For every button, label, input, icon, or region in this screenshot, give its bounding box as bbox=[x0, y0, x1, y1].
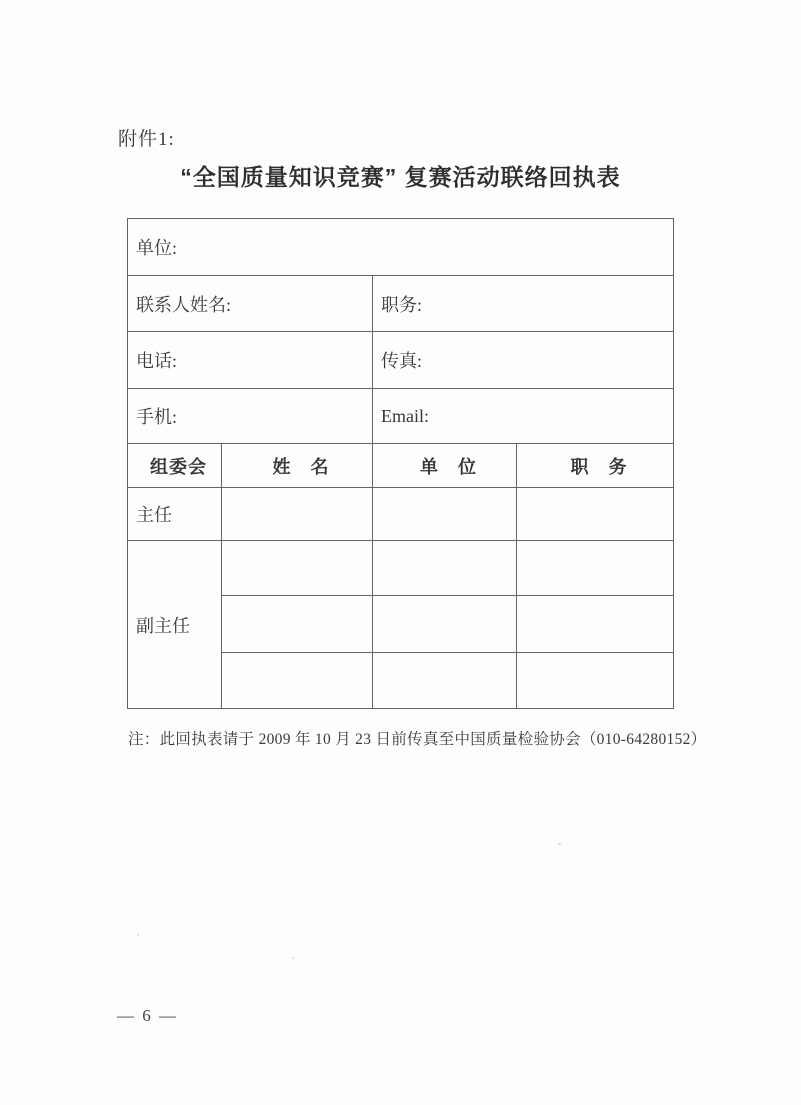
deputy2-position-cell bbox=[517, 596, 674, 653]
document-title: “全国质量知识竞赛” 复赛活动联络回执表 bbox=[180, 164, 621, 190]
position-field-label: 职务: bbox=[373, 276, 674, 332]
deputy1-position-cell bbox=[517, 541, 674, 596]
director-position-cell bbox=[517, 488, 674, 541]
mobile-field-label: 手机: bbox=[128, 389, 373, 444]
fax-deadline-note: 注：此回执表请于 2009 年 10 月 23 日前传真至中国质量检验协会（010-64280152） bbox=[128, 731, 707, 748]
header-committee: 组委会 bbox=[128, 444, 222, 488]
attachment-label: 附件1: bbox=[118, 129, 175, 150]
director-row-label: 主任 bbox=[128, 488, 222, 541]
deputy2-unit-cell bbox=[373, 596, 517, 653]
deputy-director-row-label: 副主任 bbox=[128, 541, 222, 709]
fax-field-label: 传真: bbox=[373, 332, 674, 389]
email-field-label: Email: bbox=[373, 389, 674, 444]
scan-artifact-speck bbox=[292, 957, 294, 959]
header-position: 职 务 bbox=[517, 444, 674, 488]
scan-artifact-speck bbox=[137, 934, 139, 936]
row-deputy-1 bbox=[128, 541, 674, 596]
director-name-cell bbox=[222, 488, 373, 541]
deputy3-position-cell bbox=[517, 653, 674, 709]
row-contact-position bbox=[128, 276, 674, 332]
deputy1-name-cell bbox=[222, 541, 373, 596]
phone-field-label: 电话: bbox=[128, 332, 373, 389]
row-unit bbox=[128, 219, 674, 276]
deputy3-unit-cell bbox=[373, 653, 517, 709]
row-director bbox=[128, 488, 674, 541]
scan-artifact-speck bbox=[558, 843, 561, 845]
row-phone-fax bbox=[128, 332, 674, 389]
deputy1-unit-cell bbox=[373, 541, 517, 596]
reply-form-table bbox=[127, 218, 674, 709]
deputy3-name-cell bbox=[222, 653, 373, 709]
header-name: 姓 名 bbox=[222, 444, 373, 488]
row-mobile-email bbox=[128, 389, 674, 444]
page-number: — 6 — bbox=[117, 1006, 178, 1025]
contact-name-field-label: 联系人姓名: bbox=[128, 276, 373, 332]
deputy2-name-cell bbox=[222, 596, 373, 653]
director-unit-cell bbox=[373, 488, 517, 541]
row-committee-header bbox=[128, 444, 674, 488]
header-unit: 单 位 bbox=[373, 444, 517, 488]
reply-form-table-wrap bbox=[127, 218, 674, 709]
unit-field-label: 单位: bbox=[128, 219, 674, 276]
